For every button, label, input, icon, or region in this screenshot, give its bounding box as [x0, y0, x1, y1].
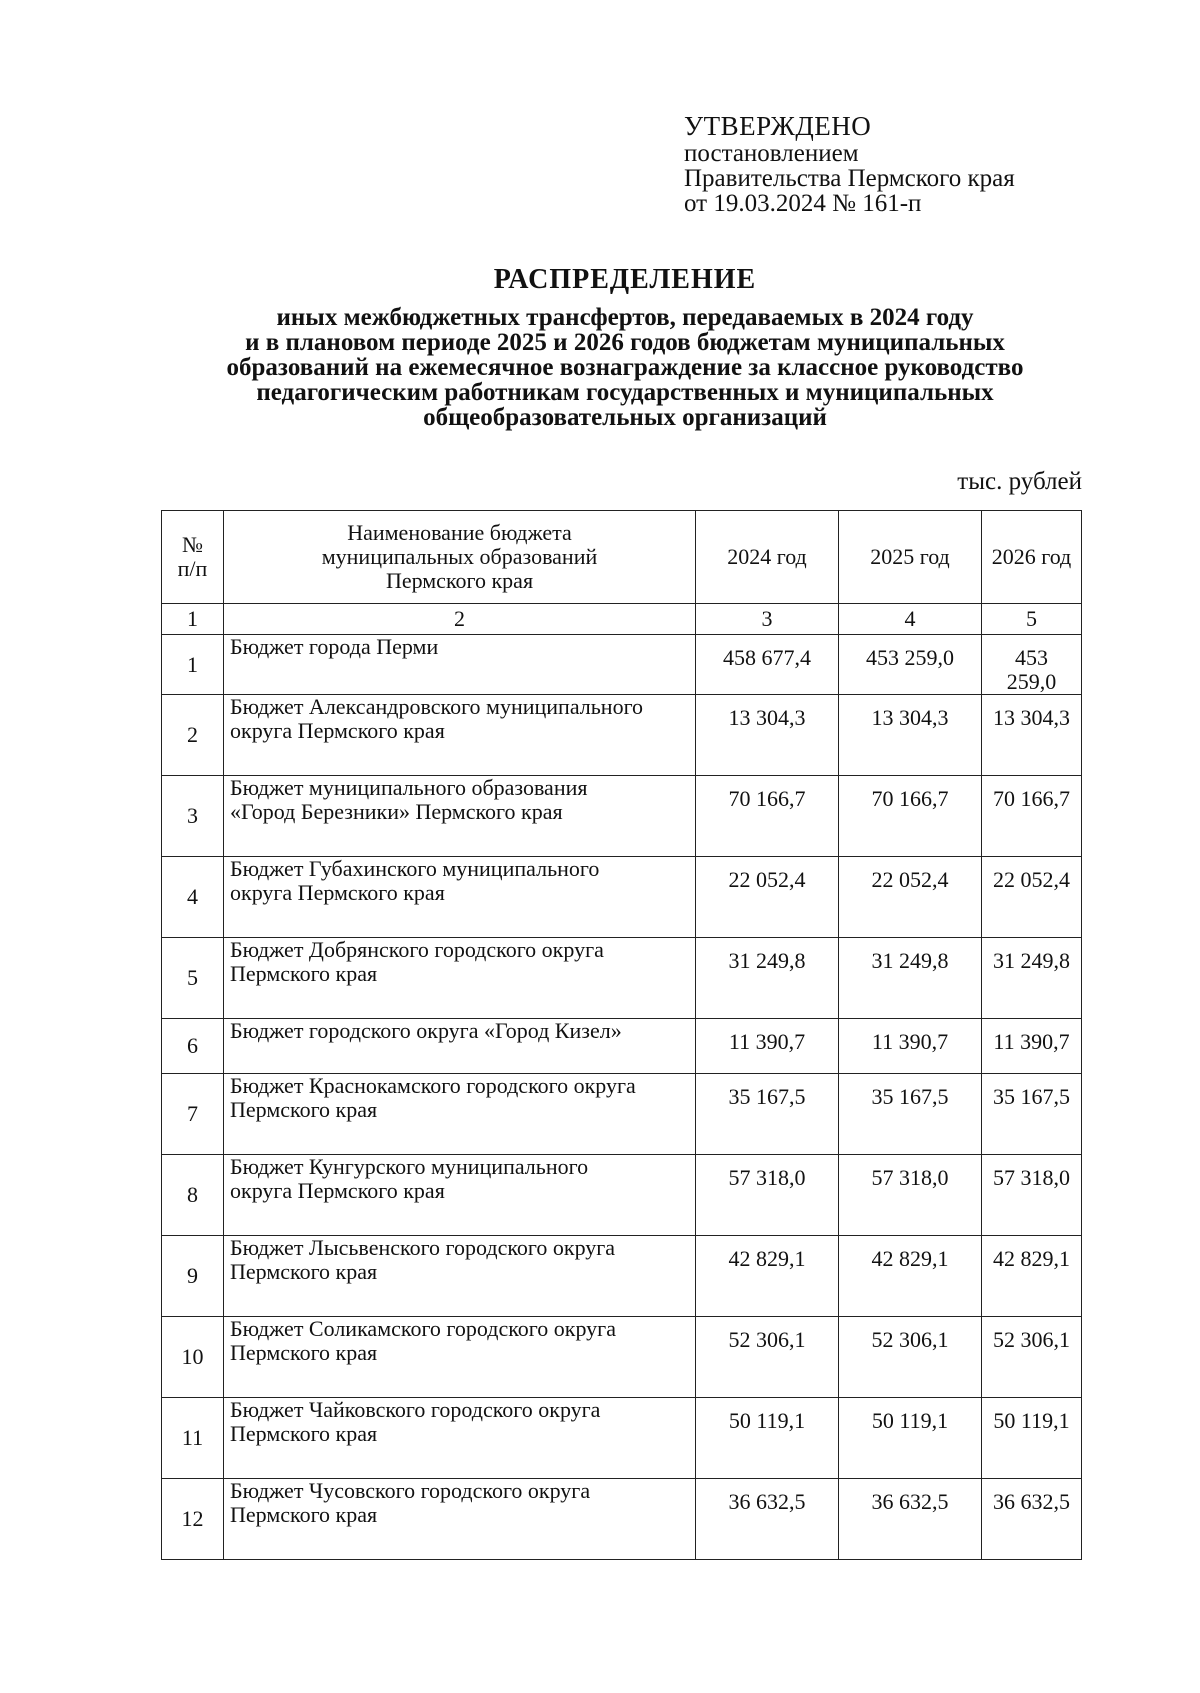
approval-stamp	[684, 112, 1015, 216]
subtitle-line: и в плановом периоде 2025 и 2026 годов бюджетам муниципальных	[245, 329, 1005, 356]
value-2024: 52 306,1	[696, 1317, 839, 1398]
row-number: 10	[162, 1317, 224, 1398]
budget-name-line: Бюджет Губахинского муниципального	[230, 856, 600, 881]
value-2024: 70 166,7	[696, 776, 839, 857]
subtitle-line: иных межбюджетных трансфертов, передаваемых в 2024 году	[276, 304, 974, 331]
row-number: 11	[162, 1398, 224, 1479]
row-number: 5	[162, 938, 224, 1019]
table-row	[162, 695, 1082, 776]
budget-name-line: округа Пермского края	[230, 718, 445, 743]
value-2026: 52 306,1	[982, 1317, 1082, 1398]
budget-name-line: Бюджет Краснокамского городского округа	[230, 1073, 636, 1098]
subtitle-line: педагогическим работникам государственных и муниципальных	[256, 379, 994, 406]
budget-name-line: Пермского края	[230, 1259, 378, 1284]
value-2024: 22 052,4	[696, 857, 839, 938]
column-index-row	[162, 604, 1082, 635]
table-row	[162, 1074, 1082, 1155]
header-2025: 2025 год	[839, 511, 982, 604]
budget-name	[224, 635, 696, 695]
header-2024: 2024 год	[696, 511, 839, 604]
budget-name	[224, 776, 696, 857]
table-row	[162, 635, 1082, 695]
value-2025: 70 166,7	[839, 776, 982, 857]
budget-name	[224, 1317, 696, 1398]
row-number: 6	[162, 1019, 224, 1074]
header-number	[162, 511, 224, 604]
row-number: 1	[162, 635, 224, 695]
budget-name-line: «Город Березники» Пермского края	[230, 799, 563, 824]
budget-name-line: Пермского края	[230, 961, 378, 986]
budget-name-line: округа Пермского края	[230, 880, 445, 905]
table-row	[162, 857, 1082, 938]
value-2024: 458 677,4	[696, 635, 839, 695]
table-row	[162, 1155, 1082, 1236]
budget-name	[224, 938, 696, 1019]
budget-name	[224, 857, 696, 938]
value-2026: 57 318,0	[982, 1155, 1082, 1236]
column-index: 1	[162, 604, 224, 635]
budget-name-line: Бюджет Соликамского городского округа	[230, 1316, 616, 1341]
value-2024: 31 249,8	[696, 938, 839, 1019]
budget-name	[224, 695, 696, 776]
document-title: РАСПРЕДЕЛЕНИЕ	[493, 264, 757, 295]
unit-label: тыс. рублей	[957, 468, 1082, 495]
budget-name-line: Пермского края	[230, 1340, 378, 1365]
value-2026: 35 167,5	[982, 1074, 1082, 1155]
table-row	[162, 1479, 1082, 1560]
value-2024: 36 632,5	[696, 1479, 839, 1560]
distribution-table	[161, 510, 1082, 1560]
value-2026: 50 119,1	[982, 1398, 1082, 1479]
header-number-line: п/п	[177, 556, 208, 581]
value-2024: 35 167,5	[696, 1074, 839, 1155]
table-row	[162, 1019, 1082, 1074]
table-row	[162, 938, 1082, 1019]
document-subtitle	[150, 305, 1100, 430]
approved-label: УТВЕРЖДЕНО	[684, 111, 872, 141]
budget-name-line: округа Пермского края	[230, 1178, 445, 1203]
row-number: 12	[162, 1479, 224, 1560]
approval-line-1: постановлением	[684, 140, 859, 167]
column-index: 2	[224, 604, 696, 635]
subtitle-line: образований на ежемесячное вознаграждение за классное руководство	[226, 354, 1024, 381]
header-name-line: муниципальных образований	[321, 544, 598, 569]
value-2025: 52 306,1	[839, 1317, 982, 1398]
row-number: 4	[162, 857, 224, 938]
table-row	[162, 1236, 1082, 1317]
budget-name-line: Бюджет муниципального образования	[230, 775, 588, 800]
column-index: 5	[982, 604, 1082, 635]
budget-name-line: Бюджет Кунгурского муниципального	[230, 1154, 589, 1179]
budget-name-line: Бюджет Александровского муниципального	[230, 694, 644, 719]
budget-name-line: Бюджет Чусовского городского округа	[230, 1478, 591, 1503]
budget-name	[224, 1019, 696, 1074]
table-row	[162, 776, 1082, 857]
row-number: 2	[162, 695, 224, 776]
value-2025: 35 167,5	[839, 1074, 982, 1155]
header-2026: 2026 год	[982, 511, 1082, 604]
header-name-line: Пермского края	[385, 568, 534, 593]
column-index: 4	[839, 604, 982, 635]
table-header-row	[162, 511, 1082, 604]
value-2025: 11 390,7	[839, 1019, 982, 1074]
budget-name	[224, 1479, 696, 1560]
budget-name-line: Бюджет Лысьвенского городского округа	[230, 1235, 616, 1260]
value-2026: 31 249,8	[982, 938, 1082, 1019]
table-row	[162, 1398, 1082, 1479]
value-2026: 36 632,5	[982, 1479, 1082, 1560]
approval-line-3: от 19.03.2024 № 161-п	[684, 190, 922, 217]
value-2026: 22 052,4	[982, 857, 1082, 938]
value-2026: 13 304,3	[982, 695, 1082, 776]
header-budget-name	[224, 511, 696, 604]
header-name-line: Наименование бюджета	[347, 520, 572, 545]
value-2024: 57 318,0	[696, 1155, 839, 1236]
value-2026: 70 166,7	[982, 776, 1082, 857]
column-index: 3	[696, 604, 839, 635]
table-row	[162, 1317, 1082, 1398]
row-number: 3	[162, 776, 224, 857]
value-2025: 57 318,0	[839, 1155, 982, 1236]
budget-name-line: Бюджет городского округа «Город Кизел»	[230, 1018, 622, 1043]
value-2026: 453 259,0	[982, 635, 1082, 695]
value-2024: 42 829,1	[696, 1236, 839, 1317]
budget-name-line: Пермского края	[230, 1097, 378, 1122]
budget-name	[224, 1074, 696, 1155]
value-2024: 11 390,7	[696, 1019, 839, 1074]
row-number: 8	[162, 1155, 224, 1236]
budget-name	[224, 1398, 696, 1479]
value-2026: 11 390,7	[982, 1019, 1082, 1074]
row-number: 9	[162, 1236, 224, 1317]
budget-name-line: Пермского края	[230, 1421, 378, 1446]
value-2025: 13 304,3	[839, 695, 982, 776]
budget-name	[224, 1236, 696, 1317]
budget-name-line: Бюджет Добрянского городского округа	[230, 937, 604, 962]
value-2024: 50 119,1	[696, 1398, 839, 1479]
header-number-line: №	[182, 532, 203, 557]
budget-name-line: Пермского края	[230, 1502, 378, 1527]
value-2025: 42 829,1	[839, 1236, 982, 1317]
value-2025: 453 259,0	[839, 635, 982, 695]
value-2025: 36 632,5	[839, 1479, 982, 1560]
subtitle-line: общеобразовательных организаций	[423, 404, 827, 431]
budget-name-line: Бюджет Чайковского городского округа	[230, 1397, 601, 1422]
value-2025: 31 249,8	[839, 938, 982, 1019]
value-2025: 50 119,1	[839, 1398, 982, 1479]
value-2026: 42 829,1	[982, 1236, 1082, 1317]
row-number: 7	[162, 1074, 224, 1155]
approval-line-2: Правительства Пермского края	[684, 165, 1015, 192]
value-2024: 13 304,3	[696, 695, 839, 776]
value-2025: 22 052,4	[839, 857, 982, 938]
budget-name-line: Бюджет города Перми	[230, 634, 439, 659]
budget-name	[224, 1155, 696, 1236]
